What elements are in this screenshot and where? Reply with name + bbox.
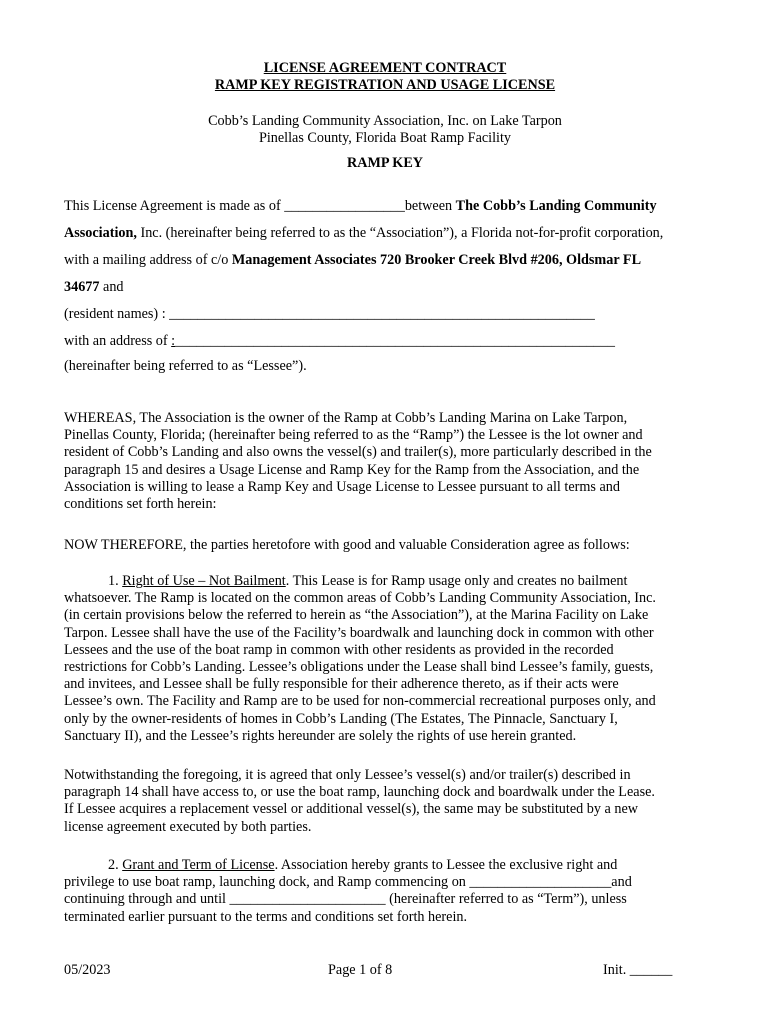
intro-zip: 34677 xyxy=(64,279,100,295)
intro-line-2 xyxy=(64,225,663,242)
section-2-line: terminated earlier pursuant to the terms and conditions set forth herein. xyxy=(64,908,468,925)
footer-date: 05/2023 xyxy=(64,962,111,978)
notwithstanding-line: Notwithstanding the foregoing, it is agreed that only Lessee’s vessel(s) and/or trailer(s) described in xyxy=(64,767,631,783)
whereas-line: Pinellas County, Florida; (hereinafter being referred to as the “Ramp”) the Lessee is the lot owner and xyxy=(64,427,643,444)
address-field xyxy=(64,333,615,350)
intro-line-1-party: The Cobb’s Landing Community xyxy=(455,198,657,214)
footer-initials: Init. ______ xyxy=(603,962,673,978)
notwithstanding-line: license agreement executed by both parties. xyxy=(64,818,312,835)
notwithstanding-line: If Lessee acquires a replacement vessel or additional vessel(s), the same may be substituted by a new xyxy=(64,801,638,818)
section-1-line: only by the owner-residents of homes in Cobb’s Landing (The Estates, The Pinnacle, Sanctuary I, xyxy=(64,710,618,727)
section-2-heading: Grant and Term of License xyxy=(122,857,275,873)
section-1-line: and invitees, and Lessee shall be fully responsible for their adherence thereto, as if their acts were xyxy=(64,676,619,693)
section-1-first-line xyxy=(64,573,714,590)
association-name-line: Cobb’s Landing Community Association, Inc. on Lake Tarpon xyxy=(208,113,562,129)
address-colon: : xyxy=(171,333,176,349)
section-1-line: Sanctuary II), and the Lessee’s rights hereunder are solely the rights of use herein granted. xyxy=(64,727,577,744)
whereas-line: Association is willing to lease a Ramp Key and Usage License to Lessee pursuant to all terms and xyxy=(64,478,620,495)
whereas-line: conditions set forth herein: xyxy=(64,496,217,513)
section-1-heading: Right of Use – Not Bailment xyxy=(122,573,286,589)
section-1-number: 1. xyxy=(108,573,123,589)
section-2-line: continuing through and until ______________________ (hereinafter referred to as “Term”), unless xyxy=(64,891,627,908)
footer-page-number: Page 1 of 8 xyxy=(328,962,393,978)
intro-mailing-address: Management Associates 720 Brooker Creek Blvd #206, Oldsmar FL xyxy=(231,252,642,268)
section-1-line: (in certain provisions below the referred to herein as “the Association”), at the Marina Facility on Lake xyxy=(64,607,649,624)
section-2-grant-and-term xyxy=(64,857,714,926)
title-license-agreement: LICENSE AGREEMENT CONTRACT xyxy=(263,60,507,76)
section-2-first-text: . Association hereby grants to Lessee the exclusive right and xyxy=(274,857,618,873)
whereas-paragraph xyxy=(64,410,714,513)
intro-line-3-text: with a mailing address of c/o xyxy=(64,252,232,268)
section-1-line: whatsoever. The Ramp is located on the common areas of Cobb’s Landing Community Association, Inc. xyxy=(64,590,656,607)
section-1-line: Lessee’s own. The Facility and Ramp are to be used for non-commercial recreational purposes only, and xyxy=(64,693,656,710)
intro-line-4-text: and xyxy=(99,279,124,295)
address-blank: ______________________________________________________________ xyxy=(175,333,615,349)
intro-line-1 xyxy=(64,198,657,215)
intro-line-1-text: This License Agreement is made as of _________________between xyxy=(64,198,456,214)
ramp-key-heading: RAMP KEY xyxy=(346,155,424,171)
section-2-line: privilege to use boat ramp, launching dock, and Ramp commencing on ____________________and xyxy=(64,874,632,891)
intro-line-2-text: Inc. (hereinafter being referred to as the “Association”), a Florida not-for-profit corporation, xyxy=(136,225,664,241)
intro-line-2-party: Association, xyxy=(64,225,137,241)
section-2-first-line xyxy=(64,857,714,874)
notwithstanding-line: paragraph 14 shall have access to, or use the boat ramp, launching dock and boardwalk under the Lease. xyxy=(64,784,655,801)
notwithstanding-paragraph xyxy=(64,767,714,836)
section-1-line: restrictions for Cobb’s Landing. Lessee’s obligations under the Lease shall bind Lessee’s family, guests, xyxy=(64,659,654,676)
section-1-line: Tarpon. Lessee shall have the use of the Facility’s boardwalk and launching dock in common with other xyxy=(64,624,654,641)
section-1-right-of-use xyxy=(64,573,714,745)
section-2-number: 2. xyxy=(108,857,123,873)
lessee-definition: (hereinafter being referred to as “Lessee”). xyxy=(64,358,307,374)
whereas-line: paragraph 15 and desires a Usage License and Ramp Key for the Ramp from the Association, and the xyxy=(64,461,640,478)
whereas-line: resident of Cobb’s Landing and also owns the vessel(s) and trailer(s), more particularly described in the xyxy=(64,444,652,461)
facility-location-line: Pinellas County, Florida Boat Ramp Facility xyxy=(258,130,512,146)
section-1-first-text: . This Lease is for Ramp usage only and creates no bailment xyxy=(285,573,628,589)
intro-line-3 xyxy=(64,252,641,269)
whereas-line: WHEREAS, The Association is the owner of the Ramp at Cobb’s Landing Marina on Lake Tarpon, xyxy=(64,410,628,426)
address-label: with an address of xyxy=(64,333,172,349)
title-ramp-key-registration: RAMP KEY REGISTRATION AND USAGE LICENSE xyxy=(214,77,556,93)
intro-line-4 xyxy=(64,279,124,296)
resident-names-field: (resident names) : ____________________________________________________________ xyxy=(64,306,595,322)
section-1-line: Lessees and the use of the boat ramp in common with other residents as provided in the recorded xyxy=(64,641,614,658)
now-therefore-paragraph: NOW THEREFORE, the parties heretofore with good and valuable Consideration agree as follows: xyxy=(64,537,630,553)
